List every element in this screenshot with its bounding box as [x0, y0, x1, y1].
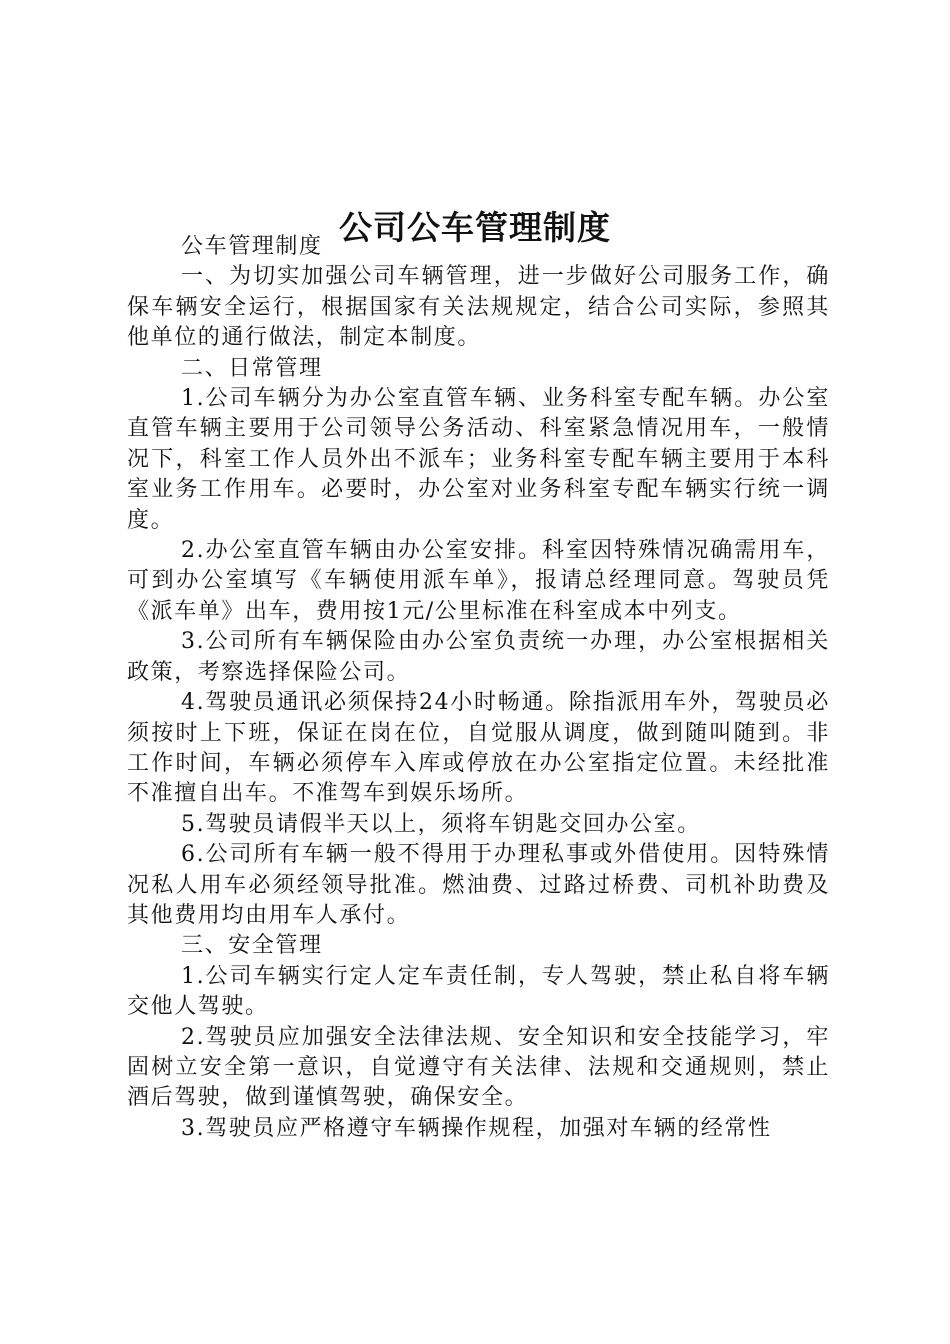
- paragraph: 2.驾驶员应加强安全法律法规、安全知识和安全技能学习，牢固树立安全第一意识，自觉遵守有关法律、法规和交通规则，禁止酒后驾驶，做到谨慎驾驶，确保安全。: [127, 1024, 830, 1111]
- paragraph: 一、为切实加强公司车辆管理，进一步做好公司服务工作，确保车辆安全运行，根据国家有关法规规定，结合公司实际，参照其他单位的通行做法，制定本制度。: [127, 264, 830, 351]
- section-heading: 三、安全管理: [181, 933, 323, 959]
- paragraph: 2.办公室直管车辆由办公室安排。科室因特殊情况确需用车，可到办公室填写《车辆使用派车单》，报请总经理同意。驾驶员凭《派车单》出车，费用按1元/公里标准在科室成本中列支。: [127, 538, 830, 624]
- paragraph: 3.驾驶员应严格遵守车辆操作规程，加强对车辆的经常性: [181, 1115, 772, 1141]
- paragraph: 1.公司车辆分为办公室直管车辆、业务科室专配车辆。办公室直管车辆主要用于公司领导公务活动、科室紧急情况用车，一般情况下，科室工作人员外出不派车；业务科室专配车辆主要用于本科室业务工作用车。必要时，办公室对业务科室专配车辆实行统一调度。: [127, 386, 830, 533]
- paragraph: 公车管理制度: [181, 234, 323, 259]
- document-title: 公司公车管理制度: [339, 208, 611, 248]
- paragraph: 1.公司车辆实行定人定车责任制，专人驾驶，禁止私自将车辆交他人驾驶。: [127, 963, 830, 1020]
- section-heading: 二、日常管理: [181, 355, 323, 381]
- paragraph: 5.驾驶员请假半天以上，须将车钥匙交回办公室。: [181, 811, 701, 837]
- paragraph: 4.驾驶员通讯必须保持24小时畅通。除指派用车外，驾驶员必须按时上下班，保证在岗在位，自觉服从调度，做到随叫随到。非工作时间，车辆必须停车入库或停放在办公室指定位置。未经批准不准擅自出车。不准驾车到娱乐场所。: [127, 690, 830, 807]
- paragraph: 3.公司所有车辆保险由办公室负责统一办理，办公室根据相关政策，考察选择保险公司。: [127, 629, 830, 685]
- document-body: [127, 232, 830, 1144]
- paragraph: 6.公司所有车辆一般不得用于办理私事或外借使用。因特殊情况私人用车必须经领导批准。燃油费、过路过桥费、司机补助费及其他费用均由用车人承付。: [127, 842, 830, 928]
